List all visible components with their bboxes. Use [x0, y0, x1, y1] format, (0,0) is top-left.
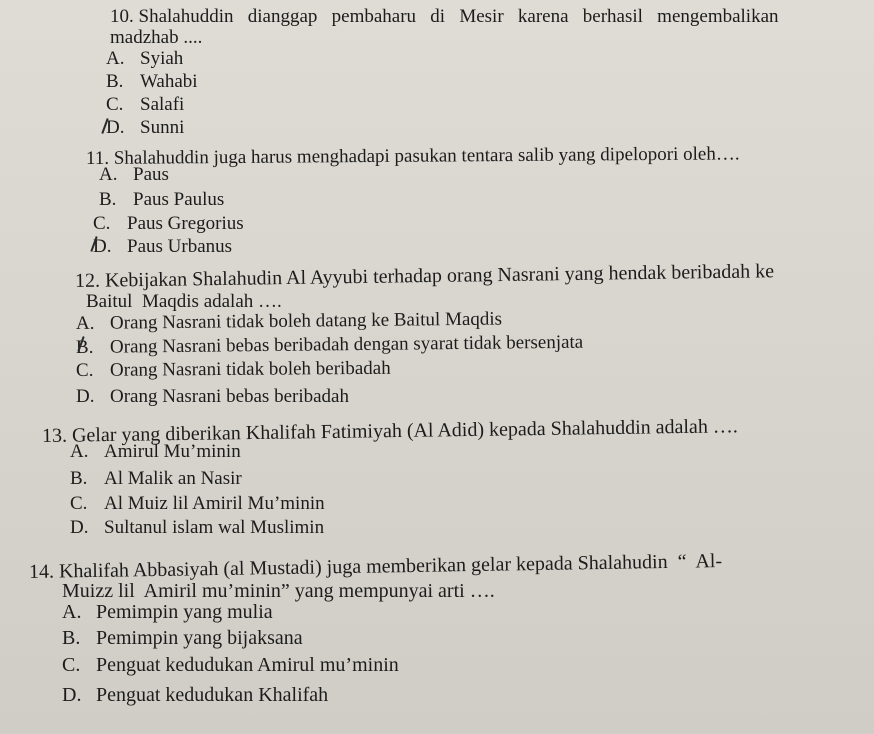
option-selected: [93, 236, 232, 258]
option-text: Sultanul islam wal Muslimin: [104, 517, 325, 538]
question-text-continued: Baitul Maqdis adalah ….: [86, 291, 282, 312]
option-text: Paus Gregorius: [127, 213, 244, 234]
option: [99, 189, 224, 211]
option-text: Orang Nasrani bebas beribadah dengan syarat tidak bersenjata: [109, 331, 584, 358]
option-letter: B.: [62, 627, 81, 649]
option: [70, 468, 242, 490]
option-letter: D.: [106, 117, 125, 138]
option-text: Al Muiz lil Amiril Mu’minin: [104, 493, 325, 514]
option: [62, 684, 328, 706]
option-text: Penguat kedudukan Amirul mu’minin: [96, 654, 399, 676]
question-text-continued: madzhab ....: [110, 27, 203, 48]
option-letter: C.: [75, 359, 94, 381]
option: [76, 386, 349, 408]
question-11: [86, 143, 740, 170]
question-number: 12.: [74, 269, 101, 292]
question-number: 14.: [28, 560, 55, 583]
option-text: Salafi: [140, 94, 185, 115]
option-text: Penguat kedudukan Khalifah: [96, 684, 329, 706]
option-text: Paus Urbanus: [127, 236, 233, 257]
option: [106, 71, 198, 93]
option-letter: C.: [93, 213, 111, 234]
option-text: Amirul Mu’minin: [104, 441, 241, 462]
option-letter: C.: [62, 654, 81, 676]
option-text: Orang Nasrani tidak boleh datang ke Baitul Maqdis: [109, 308, 503, 334]
option-letter: C.: [70, 493, 88, 514]
question-text: Gelar yang diberikan Khalifah Fatimiyah (Al Adid) kepada Shalahuddin adalah ….: [71, 415, 739, 447]
option: [106, 48, 183, 70]
option-letter: A.: [75, 312, 95, 334]
option: [70, 441, 241, 463]
option: [70, 493, 325, 515]
question-10: [110, 6, 779, 28]
option-text: Paus Paulus: [133, 189, 225, 210]
option-text: Al Malik an Nasir: [104, 468, 242, 489]
option-letter: A.: [106, 48, 125, 69]
option-text: Paus: [133, 164, 169, 185]
option-letter: B.: [106, 71, 124, 92]
option-letter: D.: [93, 236, 112, 257]
option: [106, 94, 184, 116]
option: [62, 654, 399, 676]
option-selected: [106, 117, 184, 139]
option: [76, 309, 502, 335]
option: [62, 627, 303, 649]
option-letter: B.: [99, 189, 117, 210]
option: [76, 358, 391, 382]
question-text: Kebijakan Shalahudin Al Ayyubi terhadap orang Nasrani yang hendak beribadah ke: [104, 260, 775, 292]
question-number: 10.: [110, 6, 134, 27]
option-letter: D.: [70, 517, 89, 538]
option: [99, 164, 169, 186]
question-number: 13.: [41, 424, 68, 447]
option-text: Pemimpin yang mulia: [96, 601, 273, 623]
option-letter: A.: [99, 164, 118, 185]
option-selected: [76, 332, 583, 359]
option-letter: A.: [62, 601, 82, 623]
question-text: Khalifah Abbasiyah (al Mustadi) juga memberikan gelar kepada Shalahudin “ Al-: [58, 550, 723, 583]
option: [93, 213, 244, 235]
option-text: Orang Nasrani tidak boleh beribadah: [109, 357, 391, 381]
question-14: [29, 550, 722, 583]
option: [70, 517, 324, 539]
option-letter: B.: [70, 468, 88, 489]
option-letter: D.: [62, 684, 82, 706]
option-text: Orang Nasrani bebas beribadah: [110, 386, 349, 407]
question-text-continued: Muizz lil Amiril mu’minin” yang mempunyai arti ….: [62, 580, 495, 602]
question-text: Shalahuddin dianggap pembaharu di Mesir karena berhasil mengembalikan: [138, 6, 779, 27]
option-letter: B.: [75, 336, 94, 358]
option-letter: D.: [76, 386, 95, 407]
option: [62, 601, 273, 623]
question-number: 11.: [85, 147, 110, 169]
option-letter: C.: [106, 94, 124, 115]
option-text: Syiah: [140, 48, 184, 69]
option-text: Wahabi: [140, 71, 198, 92]
question-text: Shalahuddin juga harus menghadapi pasukan tentara salib yang dipelopori oleh….: [113, 143, 740, 169]
option-letter: A.: [70, 441, 89, 462]
question-12: [75, 260, 774, 292]
option-text: Sunni: [140, 117, 185, 138]
option-text: Pemimpin yang bijaksana: [96, 627, 303, 649]
